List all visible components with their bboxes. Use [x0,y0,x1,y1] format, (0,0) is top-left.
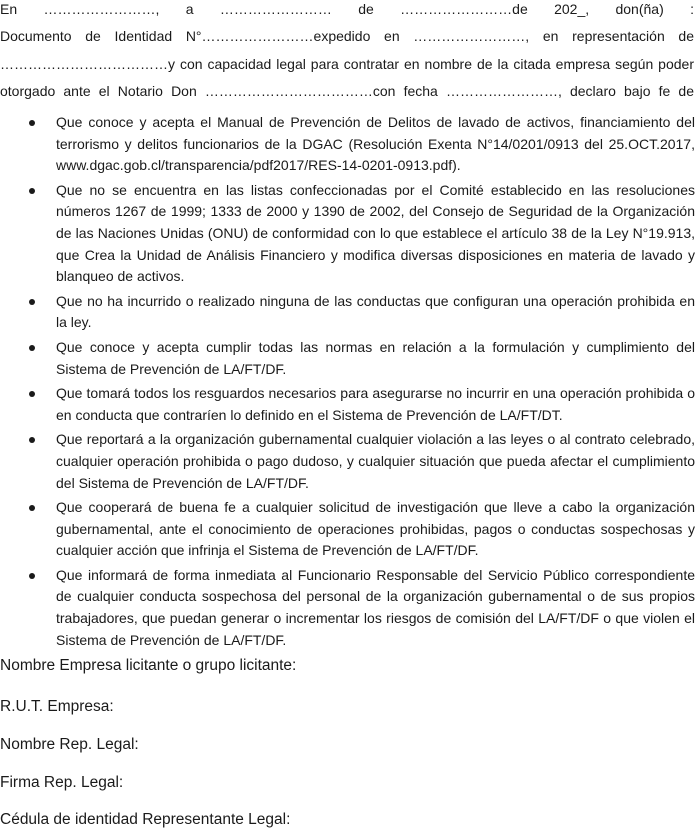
legal-rep-name-label: Nombre Rep. Legal: [0,736,139,753]
declaration-list [0,112,695,654]
header-line-3: ………………………………y con capacidad legal para contratar en nombre de la citada empresa según poder [0,55,694,72]
list-item: Que cooperará de buena fe a cualquier solicitud de investigación que lleve a cabo la organización gubernamental, ante el conocimiento de operaciones prohibidas, pagos o conductas sospechosas y cualquier acción que infrinja el Sistema de Prevención de LA/FT/DF. [0,497,695,562]
list-item: Que informará de forma inmediata al Funcionario Responsable del Servicio Público correspondiente de cualquier conducta sospechosa del personal de la organización gubernamental o de sus propios trabajadores, que puedan generar o incrementar los riesgos de comisión del LA/FT/DF o que violen el Sistema de Prevención de LA/FT/DF. [0,565,695,651]
rut-label: R.U.T. Empresa: [0,698,114,715]
header-line-1: En ……………………, a …………………… de ……………………de 202_, don(ña) : [0,1,694,17]
list-item: Que no ha incurrido o realizado ninguna de las conductas que configuran una operación prohibida en la ley. [0,291,695,334]
header-line-2: Documento de Identidad N°……………………expedido en ……………………, en representación de [0,28,694,45]
legal-rep-signature-label: Firma Rep. Legal: [0,774,124,791]
company-name-label: Nombre Empresa licitante o grupo licitante: [0,657,297,674]
legal-rep-id-label: Cédula de identidad Representante Legal: [0,811,291,828]
header-line-4: otorgado ante el Notario Don ………………………………con fecha ……………………, declaro bajo fe de [0,83,694,100]
list-item: Que reportará a la organización gubernamental cualquier violación a las leyes o al contrato celebrado, cualquier operación prohibida o pago dudoso, y cualquier situación que pueda afectar el cumplimiento del Sistema de Prevención de LA/FT/DF. [0,429,695,494]
list-item: Que conoce y acepta el Manual de Prevención de Delitos de lavado de activos, financiamiento del terrorismo y delitos funcionarios de la DGAC (Resolución Exenta N°14/0201/0913 del 25.OCT.2017, www.dgac.gob.cl/transparencia/pdf2017/RES-14-0201-0913.pdf). [0,112,695,177]
list-item: Que no se encuentra en las listas confeccionadas por el Comité establecido en las resoluciones números 1267 de 1999; 1333 de 2000 y 1390 de 2002, del Consejo de Seguridad de la Organización de las Naciones Unidas (ONU) de conformidad con lo que establece el artículo 38 de la Ley N°19.913, que Crea la Unidad de Análisis Financiero y modifica diversas disposiciones en materia de lavado y blanqueo de activos. [0,180,695,288]
declaration-header [0,0,694,103]
list-item: Que tomará todos los resguardos necesarios para asegurarse no incurrir en una operación prohibida o en conducta que contraríen lo definido en el Sistema de Prevención de LA/FT/DT. [0,383,695,426]
list-item: Que conoce y acepta cumplir todas las normas en relación a la formulación y cumplimiento del Sistema de Prevención de LA/FT/DF. [0,337,695,380]
